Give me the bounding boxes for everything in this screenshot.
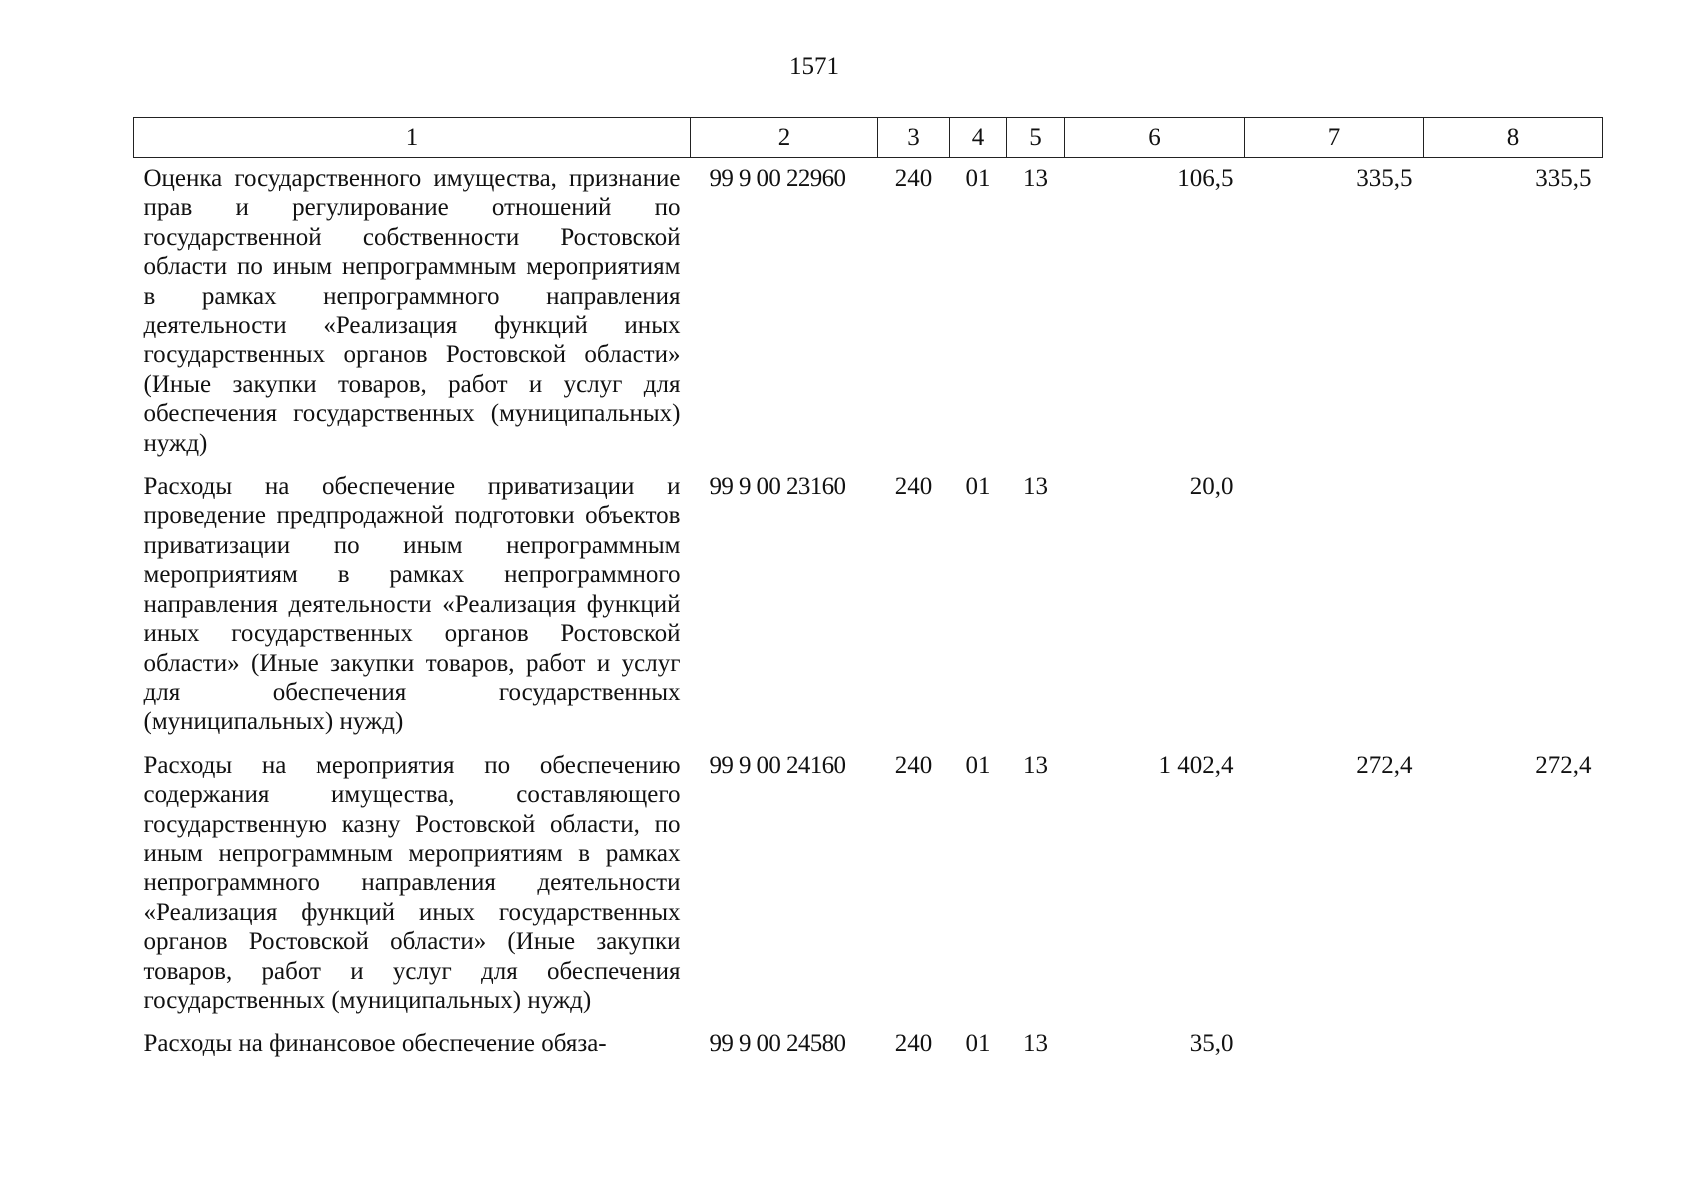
row-expense-type: 240	[894, 165, 933, 192]
row-target-article: 99 9 00 23160	[709, 473, 846, 501]
header-col-1: 1	[134, 118, 691, 158]
row-expense-type: 240	[894, 1030, 933, 1058]
page-number-text: 1571	[789, 53, 839, 80]
header-col-3: 3	[878, 118, 950, 158]
row-value-col-6: 1 402,4	[1158, 751, 1234, 779]
header-col-4: 4	[950, 118, 1007, 158]
header-row	[134, 118, 1603, 158]
row-value-col-8	[1424, 466, 1603, 745]
row-description: Расходы на мероприятия по обеспечению содержания имущества, составляющего государственную казну Ростовской области, по иным непрограммным мероприятиям в рамках непрограммного направления деятельности «Реализация функций иных государственных органов Ростовской области» (Иные закупки товаров, работ и услуг для обеспечения государственных (муниципальных) нужд)	[143, 751, 681, 1014]
header-col-2: 2	[691, 118, 878, 158]
header-col-6: 6	[1065, 118, 1245, 158]
table-row	[134, 745, 1603, 1024]
header-col-7: 7	[1245, 118, 1424, 158]
table-row	[134, 158, 1603, 467]
row-section: 01	[965, 165, 991, 192]
page-number	[0, 52, 1698, 82]
row-description: Расходы на обеспечение приватизации и проведение предпродажной подготовки объектов приватизации по иным непрограммным мероприятиям в рамках непрограммного направления деятельности «Реализация функций иных государственных органов Ростовской области» (Иные закупки товаров, работ и услуг для обеспечения государственных (муниципальных) нужд)	[143, 473, 681, 736]
row-value-col-7: 272,4	[1356, 751, 1413, 779]
row-subsection: 13	[1023, 473, 1048, 501]
table-header	[134, 118, 1603, 158]
row-value-col-7: 335,5	[1356, 165, 1413, 192]
row-section: 01	[965, 473, 991, 501]
table-row	[134, 1023, 1603, 1066]
row-subsection: 13	[1023, 751, 1048, 779]
table-body	[134, 158, 1603, 1067]
row-value-col-6: 20,0	[1189, 473, 1234, 501]
row-expense-type: 240	[894, 473, 933, 501]
row-target-article: 99 9 00 22960	[709, 165, 846, 192]
table-row	[134, 466, 1603, 745]
row-section: 01	[965, 751, 991, 779]
row-value-col-8	[1424, 1023, 1603, 1066]
row-target-article: 99 9 00 24580	[709, 1030, 846, 1058]
row-value-col-6: 35,0	[1189, 1030, 1234, 1058]
row-section: 01	[965, 1030, 991, 1058]
row-value-col-7	[1245, 466, 1424, 745]
header-col-5: 5	[1007, 118, 1065, 158]
row-subsection: 13	[1023, 1030, 1048, 1058]
row-subsection: 13	[1023, 165, 1048, 192]
budget-table	[133, 117, 1603, 1067]
row-description: Оценка государственного имущества, признание прав и регулирование отношений по государственной собственности Ростовской области по иным непрограммным мероприятиям в рамках непрограммного направления деятельности «Реализация функций иных государственных органов Ростовской области» (Иные закупки товаров, работ и услуг для обеспечения государственных (муниципальных) нужд)	[143, 165, 681, 457]
row-expense-type: 240	[894, 751, 933, 779]
row-value-col-8: 272,4	[1535, 751, 1592, 779]
header-col-8: 8	[1424, 118, 1603, 158]
row-value-col-8: 335,5	[1535, 165, 1592, 192]
row-value-col-6: 106,5	[1177, 165, 1234, 192]
row-value-col-7	[1245, 1023, 1424, 1066]
row-target-article: 99 9 00 24160	[709, 751, 846, 779]
row-description: Расходы на финансовое обеспечение обяза-	[143, 1030, 607, 1058]
